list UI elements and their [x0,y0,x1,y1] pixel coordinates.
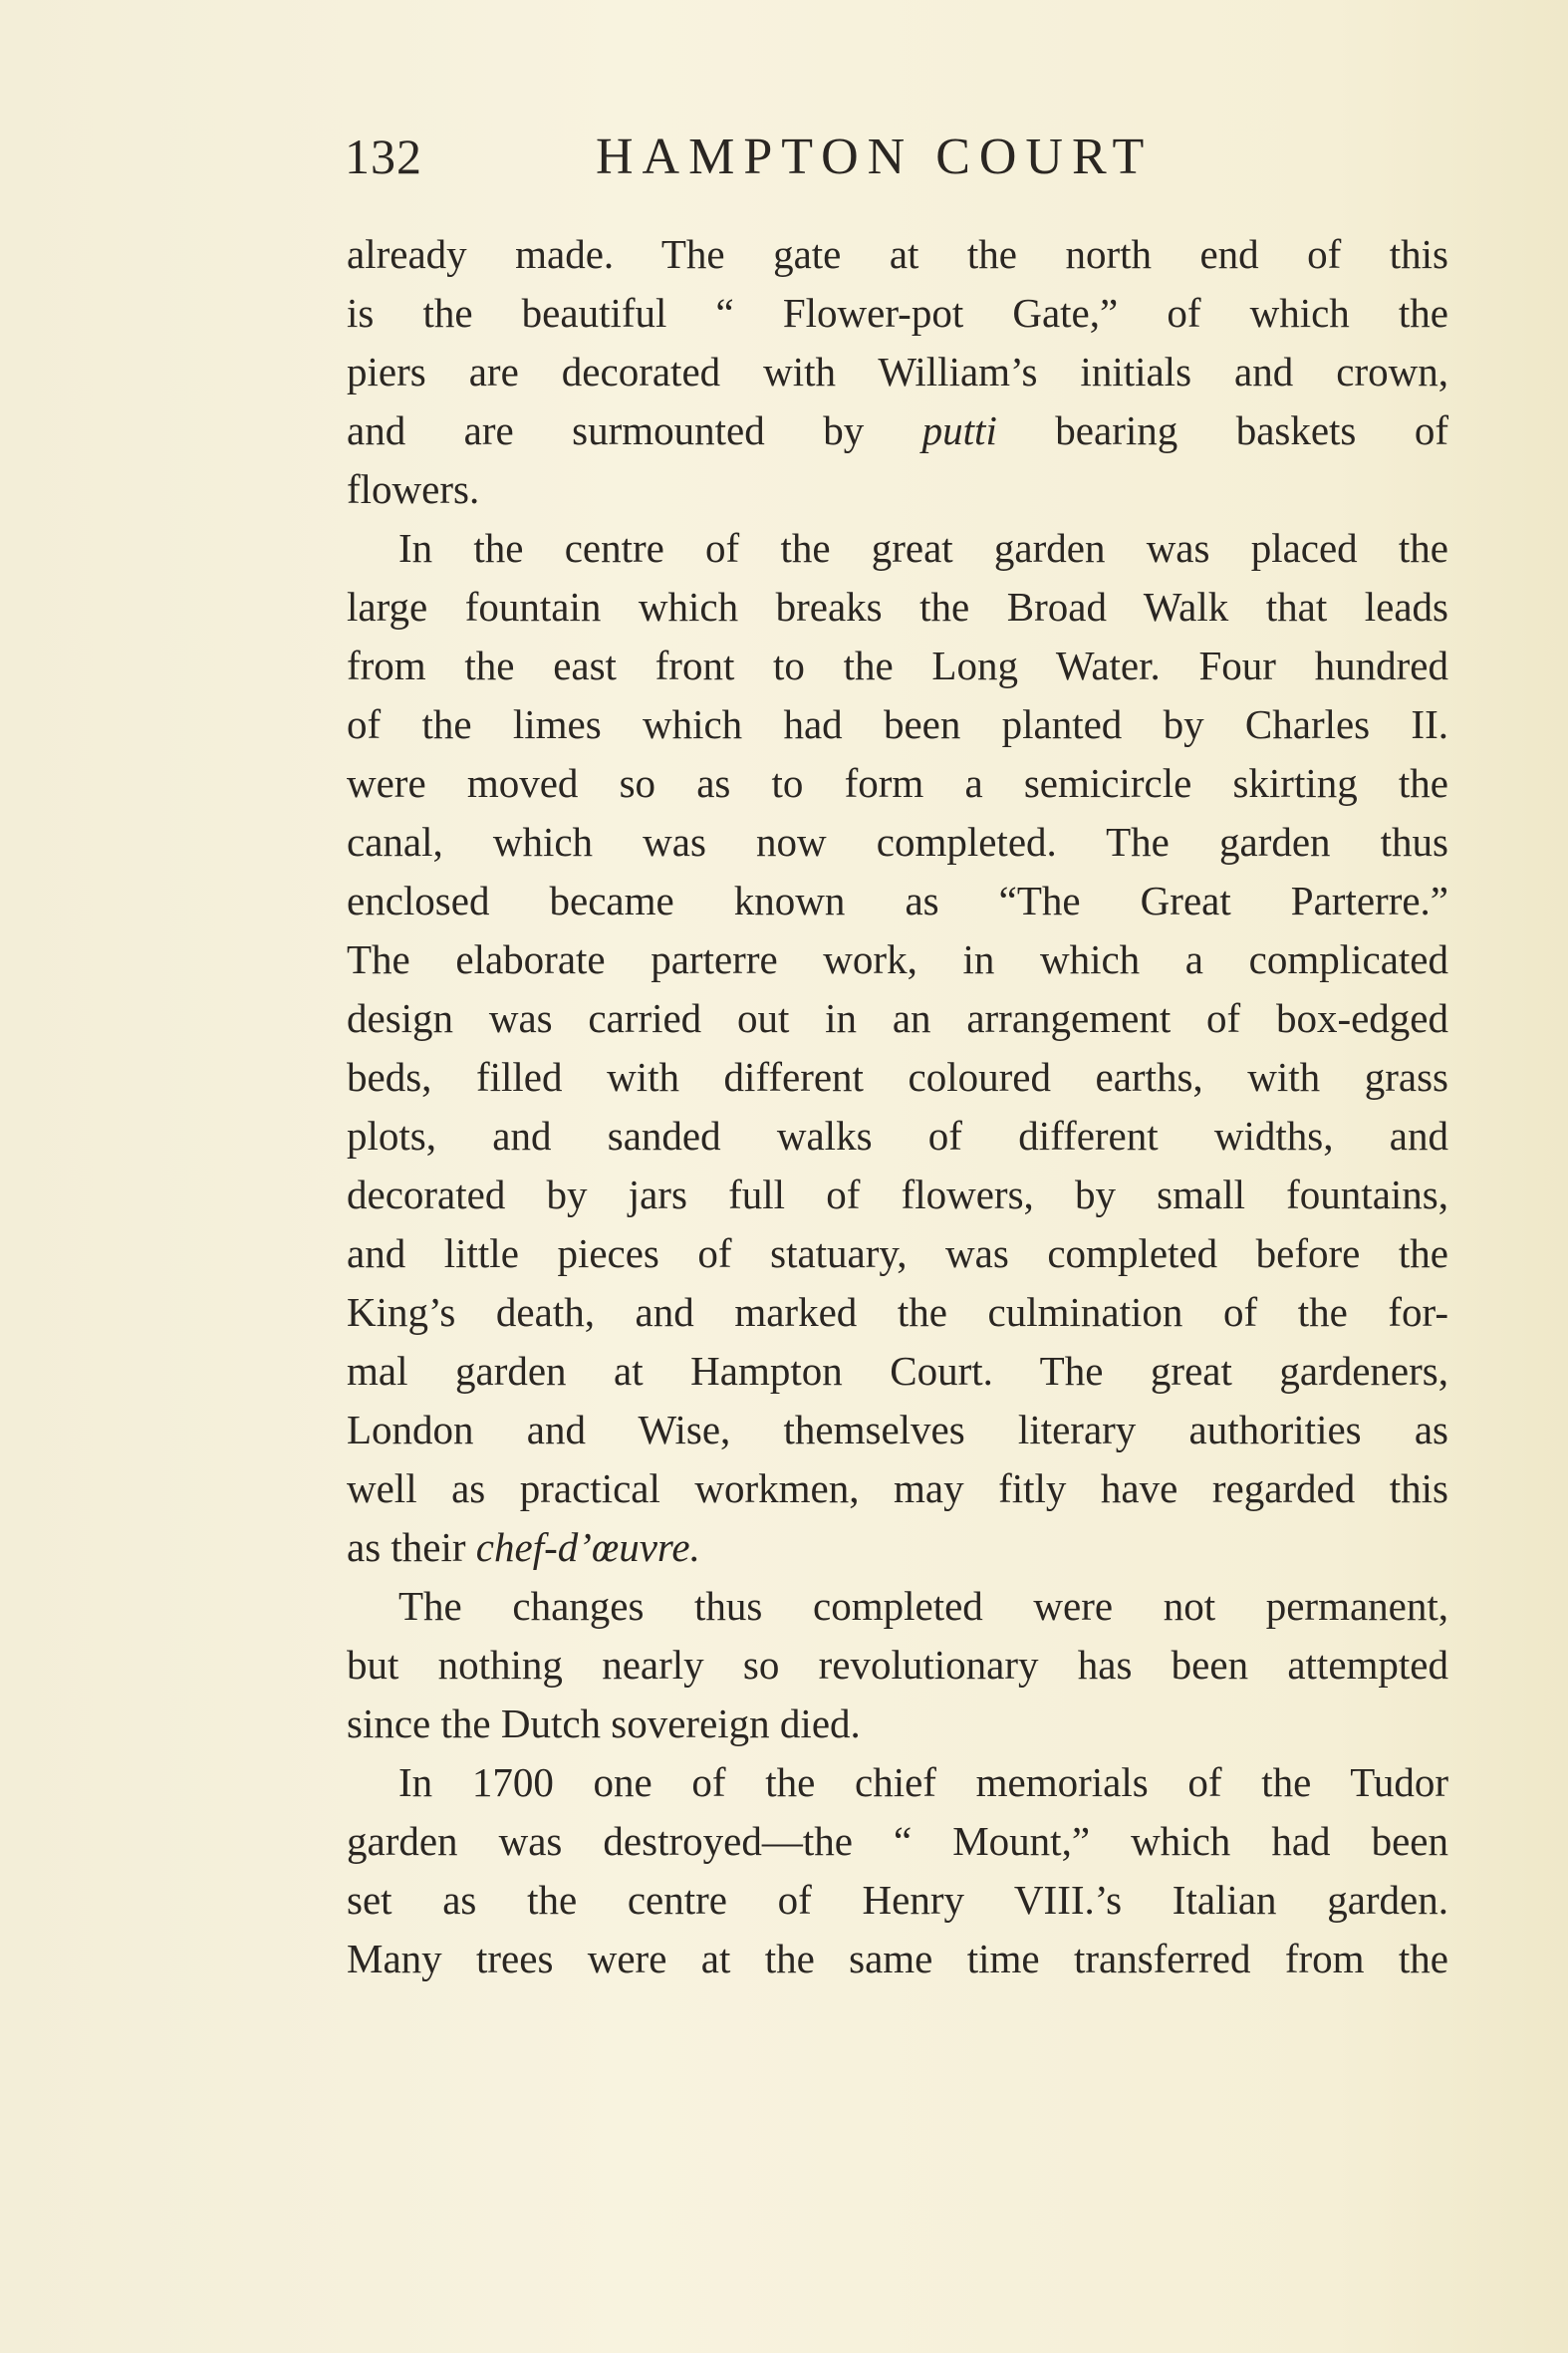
text-line: The changes thus completed were not permanent, [398,1583,1448,1629]
text-line: from the east front to the Long Water. Four hundred [347,643,1448,688]
page-header-title: HAMPTON COURT [596,129,1154,185]
text-line: but nothing nearly so revolutionary has been attempted [347,1642,1448,1688]
text-line: were moved so as to form a semicircle skirting the [347,760,1448,806]
text-line: since the Dutch sovereign died. [347,1700,861,1746]
body-text [347,225,1448,1988]
text-line: London and Wise, themselves literary authorities as [347,1407,1448,1452]
text-line: canal, which was now completed. The garden thus [347,819,1448,865]
italic-term: putti [921,407,997,453]
text-line: and are surmounted by putti bearing baskets of [347,407,1448,453]
page-number: 132 [345,129,422,184]
text-line: well as practical workmen, may fitly have regarded this [347,1465,1448,1511]
running-head [345,128,1450,197]
text-line: piers are decorated with William’s initials and crown, [347,349,1448,394]
text-line: The elaborate parterre work, in which a complicated [347,936,1448,982]
text-line: set as the centre of Henry VIII.’s Italian garden. [347,1877,1448,1923]
text-line: is the beautiful “ Flower-pot Gate,” of which the [347,290,1448,336]
text-line: King’s death, and marked the culmination of the for- [347,1289,1448,1335]
italic-term: chef-d’œuvre. [475,1524,700,1570]
text-line: In the centre of the great garden was placed the [398,525,1448,571]
text-line: and little pieces of statuary, was completed before the [347,1230,1448,1276]
text-line: plots, and sanded walks of different widths, and [347,1113,1448,1159]
text-line: design was carried out in an arrangement of box-edged [347,995,1448,1041]
text-line: already made. The gate at the north end of this [347,231,1448,277]
text-line: enclosed became known as “The Great Parterre.” [347,878,1448,923]
text-line: large fountain which breaks the Broad Walk that leads [347,584,1448,630]
text-line: beds, filled with different coloured earths, with grass [347,1054,1448,1100]
text-line: mal garden at Hampton Court. The great gardeners, [347,1348,1448,1394]
text-line: Many trees were at the same time transferred from the [347,1936,1448,1981]
text-line: as their chef-d’œuvre. [347,1524,700,1570]
text-line: flowers. [347,466,480,512]
text-line: of the limes which had been planted by Charles II. [347,701,1448,747]
text-line: garden was destroyed—the “ Mount,” which had been [347,1818,1448,1864]
text-line: In 1700 one of the chief memorials of the Tudor [398,1759,1448,1805]
text-line: decorated by jars full of flowers, by small fountains, [347,1172,1448,1217]
